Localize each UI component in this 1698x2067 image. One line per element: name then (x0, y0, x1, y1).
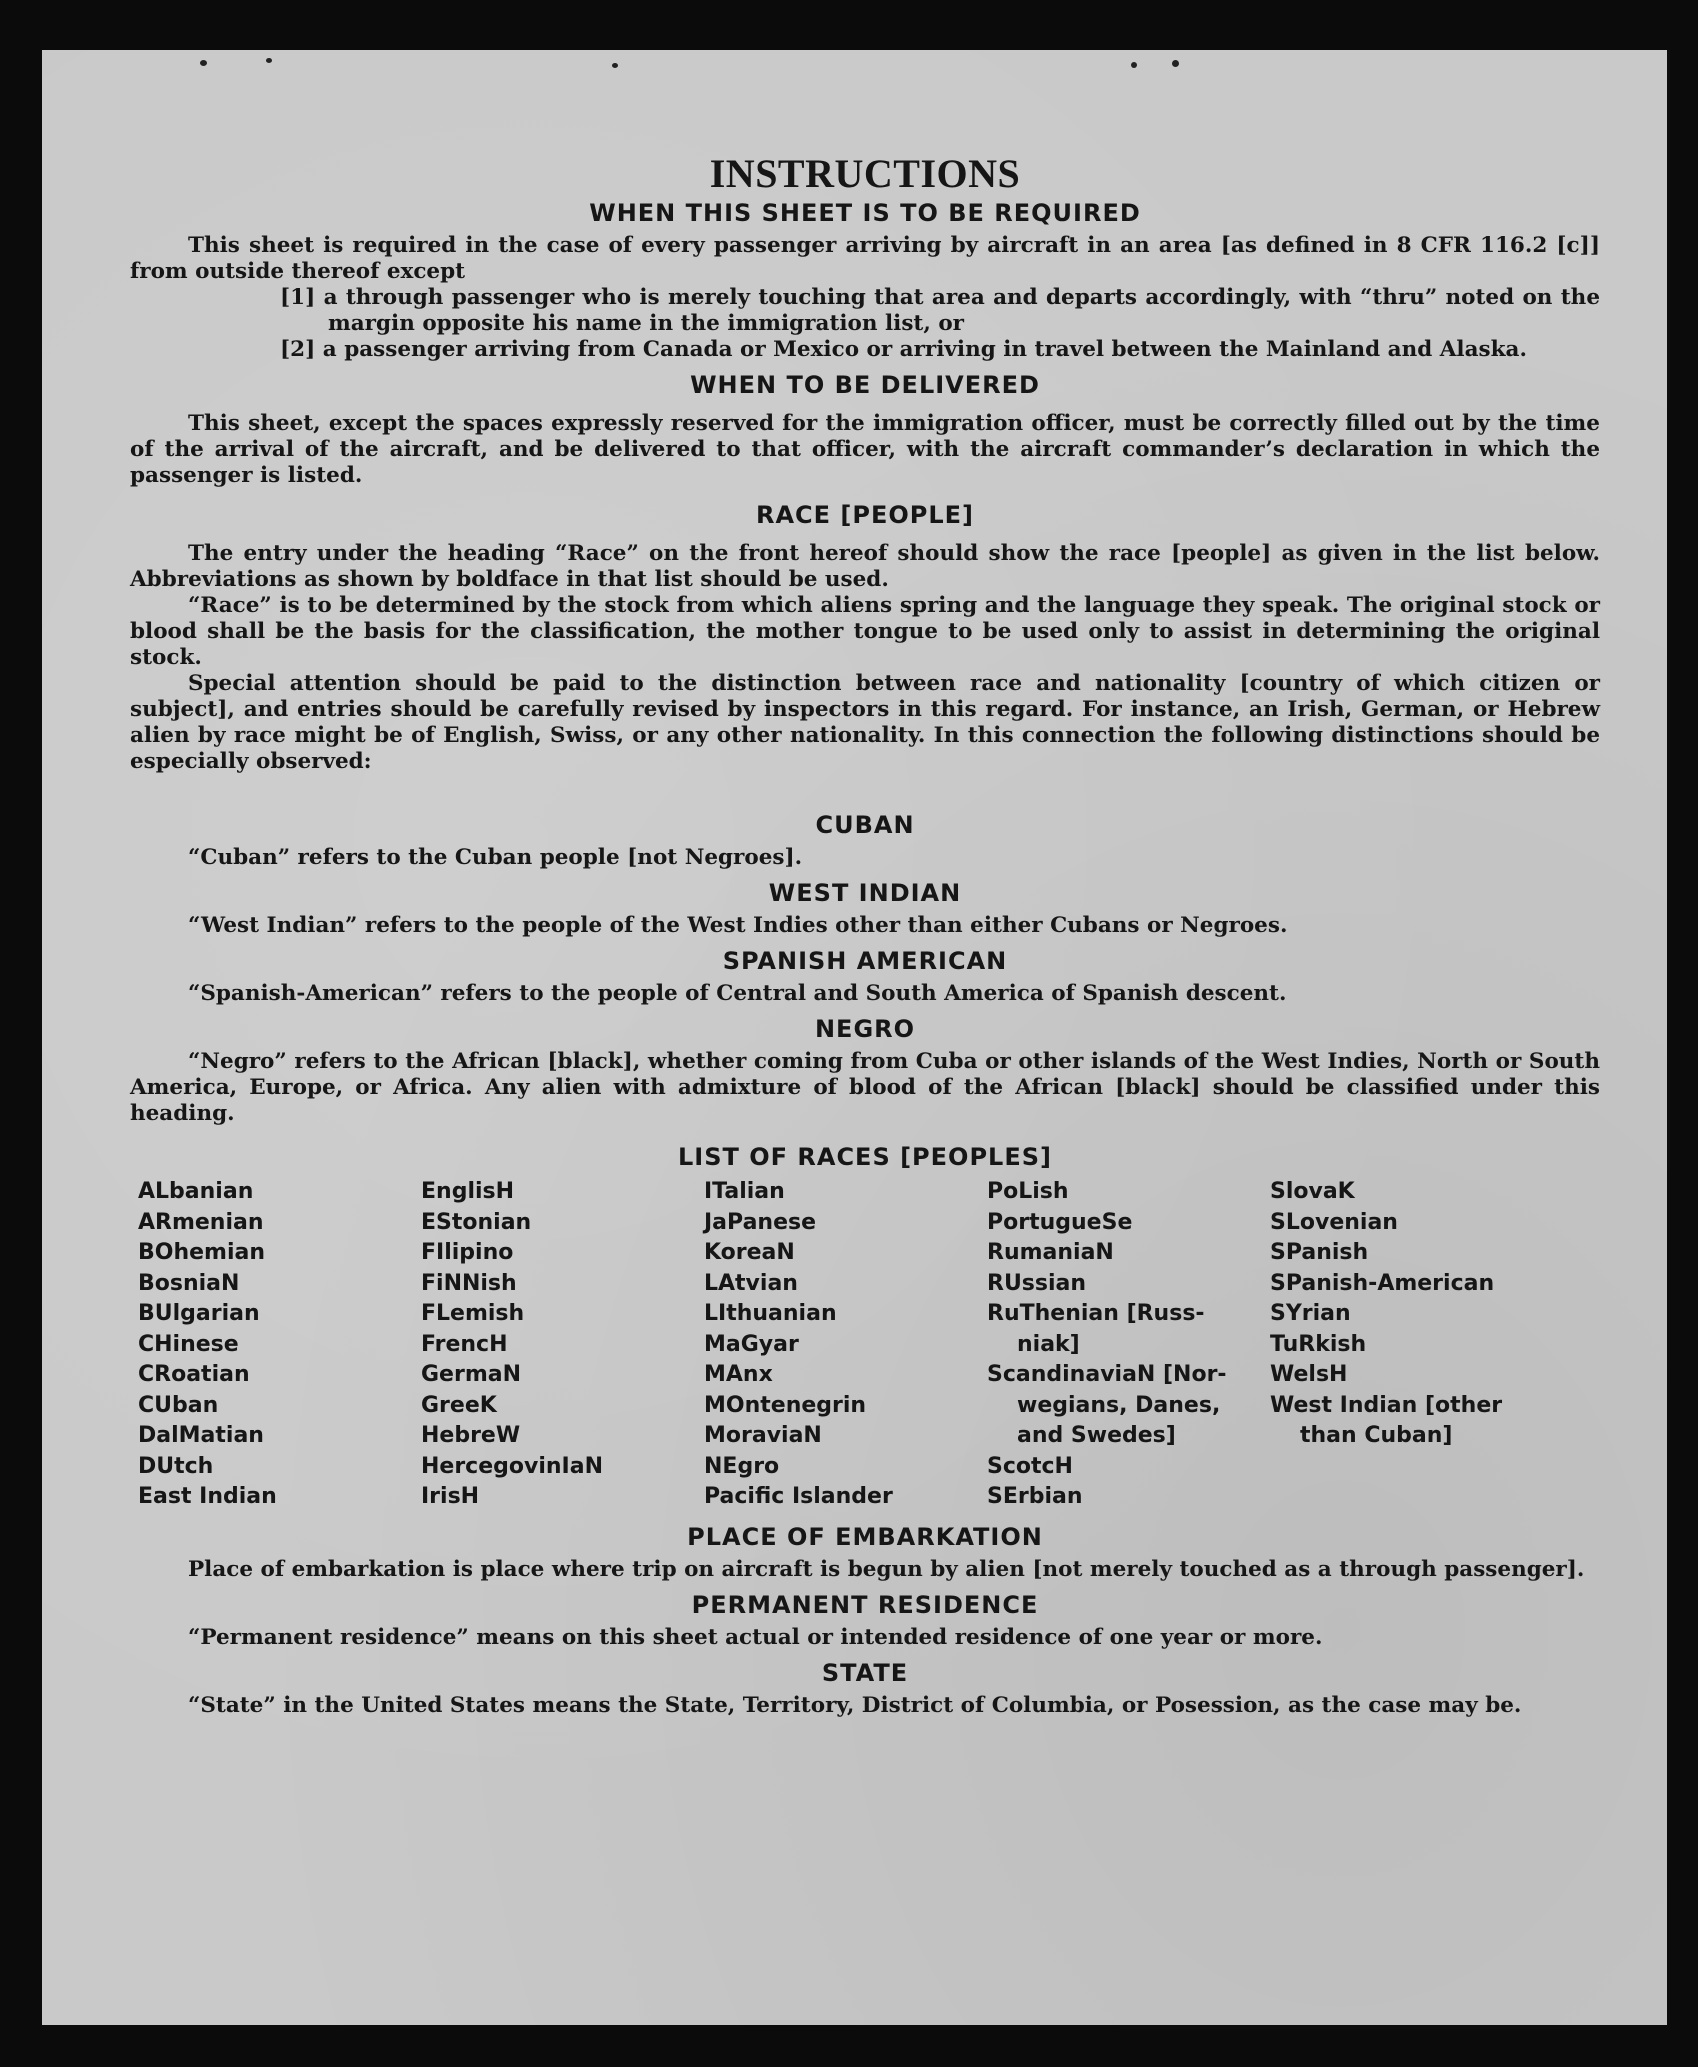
race-item: GermaN (421, 1362, 522, 1387)
paragraph-cuban: “Cuban” refers to the Cuban people [not Negroes]. (188, 845, 803, 870)
race-item: ScandinaviaN [Nor- (987, 1362, 1227, 1387)
paragraph-spanish-american: “Spanish-American” refers to the people of Central and South America of Spanish descent. (188, 981, 1287, 1006)
paragraph-west-indian: “West Indian” refers to the people of the West Indies other than either Cubans or Negroes. (188, 913, 1288, 938)
paragraph-residence: “Permanent residence” means on this sheet actual or intended residence of one year or more. (188, 1624, 1323, 1650)
punch-hole-mark (612, 63, 618, 68)
race-item: than Cuban] (1300, 1423, 1453, 1448)
race-item: West Indian [other (1270, 1392, 1503, 1418)
instructions-content (130, 150, 1600, 1719)
races-column-3 (704, 1177, 987, 1513)
section-heading-races-list: LIST OF RACES [PEOPLES] (678, 1143, 1052, 1171)
paragraph-delivered: This sheet, except the spaces expressly reserved for the immigration officer, must be correctly filled out by the time of the arrival of the aircraft, and be delivered to that officer, with the aircraft commander’s declaration in which the passenger is listed. (130, 411, 1600, 488)
race-item: niak] (1017, 1331, 1080, 1357)
paragraph-race-1: The entry under the heading “Race” on the front hereof should show the race [people] as given in the list below. Abbreviations as shown by boldface in that list should be used. (130, 541, 1600, 592)
section-heading-spanish-american: SPANISH AMERICAN (722, 947, 1008, 975)
race-item: LIthuanian (704, 1301, 837, 1326)
race-item: ITalian (704, 1179, 785, 1204)
paragraph-required: This sheet is required in the case of every passenger arriving by aircraft in an area [as defined in 8 CFR 116.2 [c]] from outside thereof except (130, 233, 1600, 284)
race-item: DUtch (138, 1453, 214, 1479)
section-heading-negro: NEGRO (814, 1015, 916, 1043)
race-item: RUssian (987, 1270, 1087, 1296)
races-column-4 (987, 1177, 1270, 1513)
section-heading-embarkation: PLACE OF EMBARKATION (687, 1522, 1043, 1551)
race-item: KoreaN (704, 1240, 795, 1265)
section-heading-cuban: CUBAN (815, 811, 915, 839)
race-item: PortugueSe (987, 1209, 1133, 1235)
race-item: ScotcH (987, 1453, 1073, 1479)
races-column-2 (421, 1177, 704, 1513)
race-item: MAnx (704, 1362, 773, 1387)
race-item: SErbian (987, 1484, 1083, 1509)
race-item: LAtvian (704, 1270, 798, 1296)
race-item: East Indian (138, 1484, 277, 1509)
race-item: CUban (138, 1392, 219, 1418)
race-item: BOhemian (138, 1240, 266, 1265)
race-item: CRoatian (138, 1362, 250, 1387)
race-item: MOntenegrin (704, 1392, 867, 1418)
race-item: wegians, Danes, (1017, 1392, 1221, 1418)
race-item: JaPanese (704, 1209, 817, 1235)
section-heading-west-indian: WEST INDIAN (768, 879, 962, 907)
race-item: IrisH (421, 1484, 480, 1509)
punch-hole-mark (1172, 60, 1179, 67)
paragraph-negro: “Negro” refers to the African [black], whether coming from Cuba or other islands of the West Indies, North or South America, Europe, or Africa. Any alien with admixture of blood of the African [black] should be classified under this heading. (130, 1049, 1600, 1126)
punch-hole-mark (200, 60, 207, 66)
page-title: INSTRUCTIONS (709, 151, 1021, 196)
race-item: and Swedes] (1017, 1423, 1176, 1448)
race-item: SPanish (1270, 1240, 1369, 1265)
race-item: SLovenian (1270, 1209, 1398, 1235)
race-item: PoLish (987, 1179, 1069, 1204)
section-heading-residence: PERMANENT RESIDENCE (691, 1590, 1039, 1619)
punch-hole-mark (1131, 62, 1137, 68)
exception-item-2: [2] a passenger arriving from Canada or Mexico or arriving in travel between the Mainland and Alaska. (280, 337, 1527, 362)
race-item: NEgro (704, 1453, 780, 1479)
section-heading-state: STATE (821, 1658, 909, 1687)
section-heading-required: WHEN THIS SHEET IS TO BE REQUIRED (589, 199, 1141, 227)
punch-hole-mark (266, 58, 272, 63)
race-item: ARmenian (138, 1209, 264, 1235)
race-item: SYrian (1270, 1301, 1351, 1326)
race-item: BosniaN (138, 1270, 240, 1296)
races-column-5 (1270, 1177, 1553, 1513)
race-item: RumaniaN (987, 1240, 1114, 1265)
races-column-1 (138, 1177, 421, 1513)
section-heading-race: RACE [PEOPLE] (755, 501, 975, 529)
race-item: FIlipino (421, 1240, 514, 1265)
race-item: SlovaK (1270, 1179, 1355, 1204)
race-item: RuThenian [Russ- (987, 1301, 1205, 1326)
race-item: SPanish-American (1270, 1270, 1495, 1296)
section-heading-delivered: WHEN TO BE DELIVERED (690, 371, 1040, 399)
race-item: MaGyar (704, 1331, 799, 1357)
exception-item-1: [1] a through passenger who is merely touching that area and departs accordingly, with “thru” noted on the margin opposite his name in the immigration list, or (280, 285, 1600, 336)
paragraph-embarkation: Place of embarkation is place where trip on aircraft is begun by alien [not merely touched as a through passenger]. (188, 1556, 1585, 1582)
race-item: ALbanian (138, 1179, 254, 1204)
document-page (42, 50, 1667, 2025)
paragraph-race-2: “Race” is to be determined by the stock from which aliens spring and the language they speak. The original stock or blood shall be the basis for the classification, the mother tongue to be used only to assist in determining the original stock. (130, 593, 1600, 670)
race-item: DalMatian (138, 1423, 264, 1448)
race-item: WelsH (1270, 1362, 1348, 1387)
race-item: FiNNish (421, 1270, 517, 1296)
paragraph-state: “State” in the United States means the State, Territory, District of Columbia, or Posession, as the case may be. (188, 1692, 1522, 1718)
race-item: CHinese (138, 1331, 239, 1357)
race-item: FrencH (421, 1331, 508, 1357)
race-item: MoraviaN (704, 1423, 822, 1448)
race-item: TuRkish (1270, 1331, 1367, 1357)
race-item: HebreW (421, 1423, 521, 1448)
race-item: EnglisH (421, 1179, 515, 1204)
race-item: Pacific Islander (704, 1484, 893, 1509)
race-item: FLemish (421, 1301, 525, 1326)
races-list (130, 1177, 1600, 1513)
paragraph-race-3: Special attention should be paid to the distinction between race and nationality [country of which citizen or subject], and entries should be carefully revised by inspectors in this regard. For instance, an Irish, German, or Hebrew alien by race might be of English, Swiss, or any other nationality. In this connection the following distinctions should be especially observed: (130, 671, 1600, 774)
race-item: BUlgarian (138, 1301, 260, 1326)
race-item: GreeK (421, 1392, 497, 1418)
race-item: HercegovinIaN (421, 1453, 603, 1479)
race-item: EStonian (421, 1209, 532, 1235)
